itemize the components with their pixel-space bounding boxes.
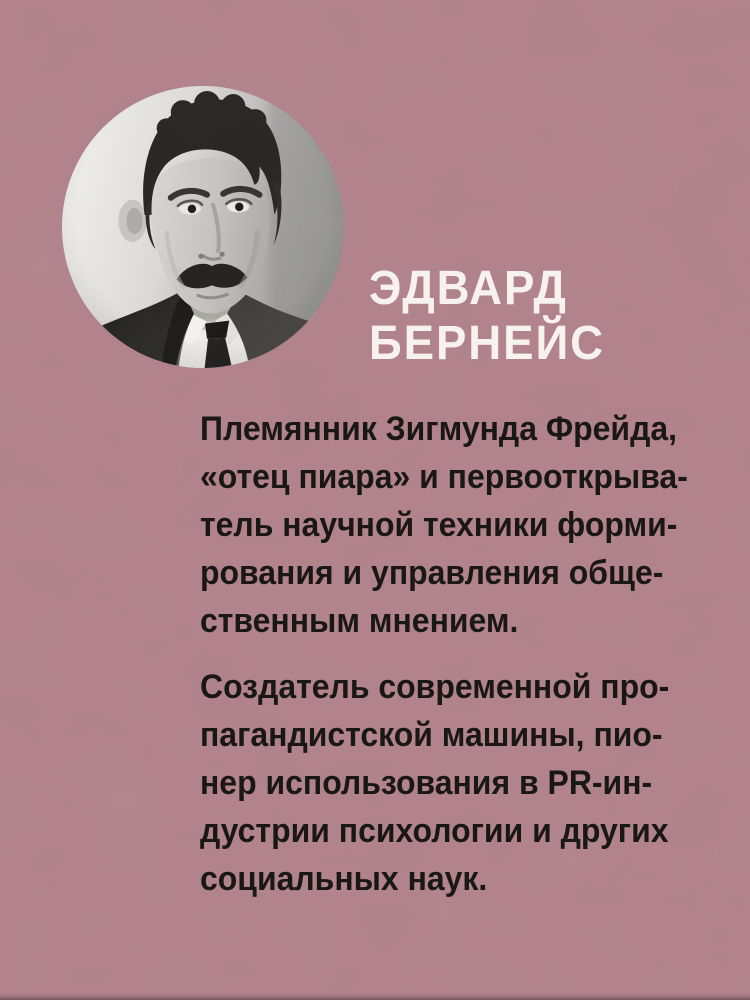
title-line-1: ЭДВАРД <box>369 262 568 315</box>
page-bottom-shadow <box>0 993 750 1000</box>
title-line-2: БЕРНЕЙС <box>369 317 605 370</box>
paragraph-line: ственным мнением. <box>200 602 519 640</box>
portrait-photo-svg <box>62 86 344 368</box>
paragraph-line: Создатель современной про- <box>200 668 670 706</box>
paragraph-line: пагандистской машины, пио- <box>200 716 663 754</box>
paragraph-line: Племянник Зигмунда Фрейда, <box>200 410 678 448</box>
paragraph-line: «отец пиара» и первооткрыва- <box>200 458 688 496</box>
paragraph-line: рования и управления обще- <box>200 554 664 592</box>
paragraph-line: нер использования в PR-ин- <box>200 764 653 802</box>
paragraph-line: социальных наук. <box>200 860 488 898</box>
portrait-photo <box>62 86 344 368</box>
page-title <box>369 261 605 371</box>
description-text <box>200 405 698 921</box>
paragraph-line: дустрии психологии и других <box>200 812 669 850</box>
paragraph-2 <box>200 663 698 903</box>
paragraph-line: тель научной техники форми- <box>200 506 678 544</box>
paragraph-1 <box>200 405 698 645</box>
